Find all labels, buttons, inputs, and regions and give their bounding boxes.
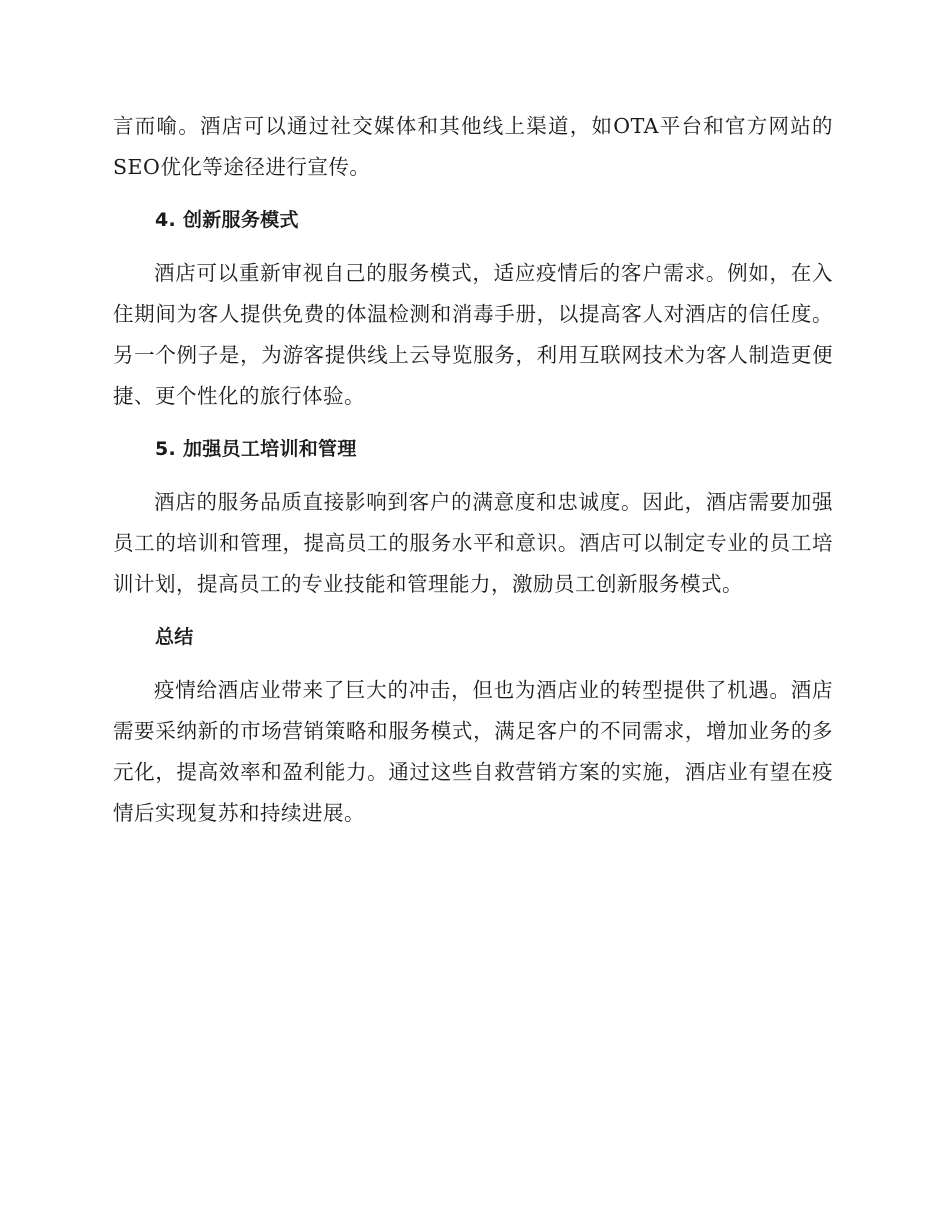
paragraph-innovate-service: 酒店可以重新审视自己的服务模式，适应疫情后的客户需求。例如，在入住期间为客人提供免费的体温检测和消毒手册，以提高客人对酒店的信任度。另一个例子是，为游客提供线上云导览服务，利用互联网技术为客人制造更便捷、更个性化的旅行体验。	[113, 261, 833, 408]
paragraph-summary: 疫情给酒店业带来了巨大的冲击，但也为酒店业的转型提供了机遇。酒店需要采纳新的市场营销策略和服务模式，满足客户的不同需求，增加业务的多元化，提高效率和盈利能力。通过这些自救营销方案的实施，酒店业有望在疫情后实现复苏和持续进展。	[113, 678, 833, 825]
section-heading-staff-training: 5. 加强员工培训和管理	[155, 438, 357, 460]
document-body	[113, 106, 833, 834]
section-heading-innovate-service: 4. 创新服务模式	[155, 209, 299, 231]
section-heading-summary: 总结	[155, 626, 194, 648]
paragraph-continued-promotion: 言而喻。酒店可以通过社交媒体和其他线上渠道，如OTA平台和官方网站的SEO优化等途径进行宣传。	[113, 114, 833, 179]
paragraph-staff-training: 酒店的服务品质直接影响到客户的满意度和忠诚度。因此，酒店需要加强员工的培训和管理，提高员工的服务水平和意识。酒店可以制定专业的员工培训计划，提高员工的专业技能和管理能力，激励员工创新服务模式。	[113, 490, 833, 596]
